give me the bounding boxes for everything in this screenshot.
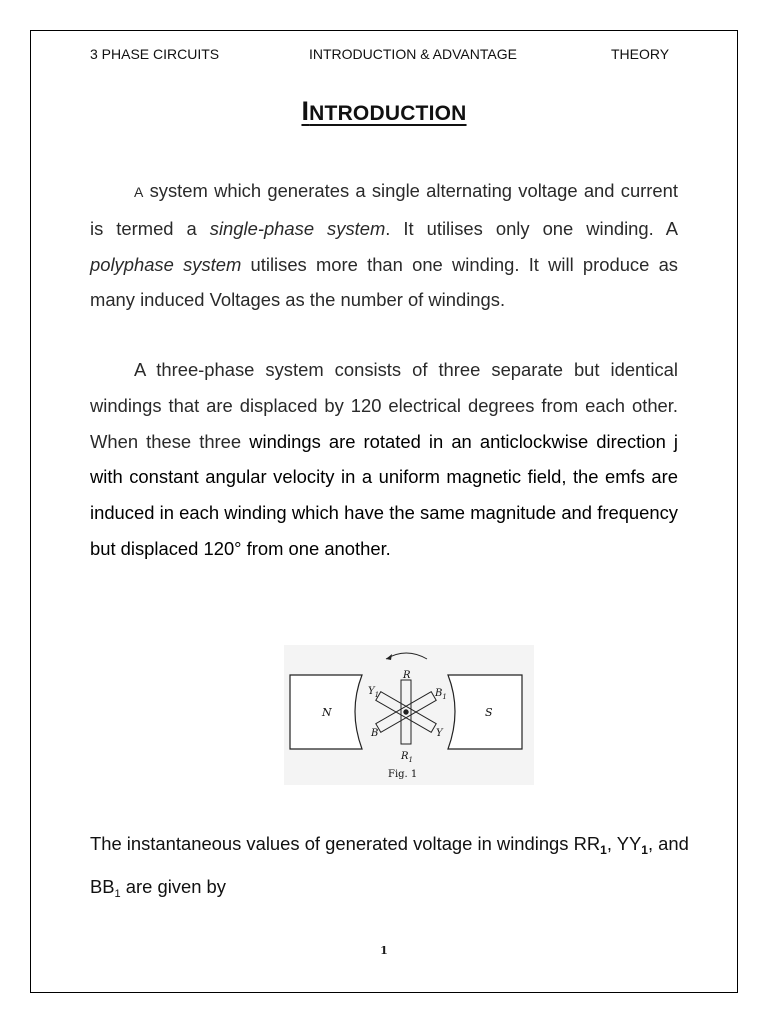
fig-label-north: N <box>322 706 332 719</box>
fig-label-r: R <box>403 670 411 681</box>
para1-text-1: system which generates a single alternating voltage and current is termed a <box>90 180 678 239</box>
fig-label-south: S <box>485 706 493 719</box>
lower-sub-2: 1 <box>641 843 648 857</box>
para2-text-1: A three-phase system consists of three separate but identical windings that are displaced by 120 electrical degrees from each other. When these three <box>90 359 678 452</box>
intro-paragraph-2 <box>90 352 678 567</box>
para1-lead: A <box>134 184 144 200</box>
figure-caption: Fig. 1 <box>388 769 418 780</box>
lower-text-3: , and BB <box>90 833 689 897</box>
fig-label-y: Y <box>436 728 443 739</box>
page-title <box>0 96 768 127</box>
lower-sub-1: 1 <box>600 843 607 857</box>
title-initial: I <box>301 96 310 126</box>
para1-text-3: utilises more than one winding. It will produce as many induced Voltages as the number of windings. <box>90 253 678 311</box>
header-right: THEORY <box>611 46 670 62</box>
para1-term-polyphase: polyphase system <box>90 253 242 275</box>
fig-label-b: B <box>371 728 379 739</box>
para2-text-2: windings are rotated in an anticlockwise direction j with constant angular velocity in a uniform magnetic field, the emfs are induced in each winding which have the same magnitude and frequency but displaced 120° from one another. <box>90 430 678 559</box>
lower-text-4: are given by <box>120 875 226 897</box>
three-phase-generator-figure <box>284 645 534 785</box>
intro-paragraph-1 <box>90 173 678 318</box>
page-number: 1 <box>380 944 388 957</box>
para1-term-single-phase: single-phase system <box>209 217 386 239</box>
fig-label-r1: $R_1$ <box>401 751 413 764</box>
fig-label-b1: $B_1$ <box>435 688 447 701</box>
lower-text-2: , YY <box>606 833 642 854</box>
header-center: INTRODUCTION & ADVANTAGE <box>309 46 517 62</box>
header-left: 3 PHASE CIRCUITS <box>90 46 220 62</box>
title-rest: NTRODUCTION <box>309 102 467 125</box>
lower-sub-3: 1 <box>114 887 121 900</box>
fig-label-y1: $Y_1$ <box>368 686 380 699</box>
instantaneous-values-paragraph <box>90 826 690 913</box>
lower-text-1: The instantaneous values of generated voltage in windings RR <box>90 833 601 854</box>
para1-text-2: . It utilises only one winding. A <box>385 217 678 239</box>
